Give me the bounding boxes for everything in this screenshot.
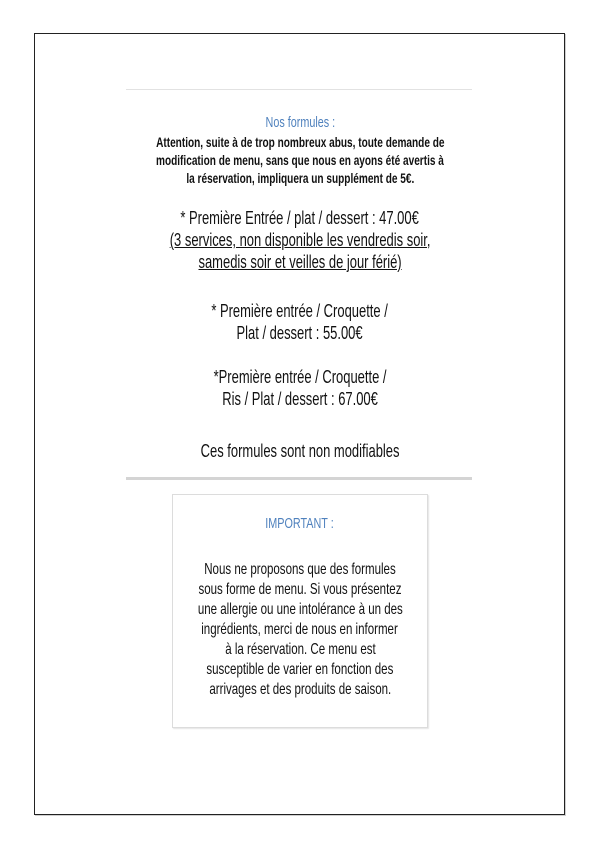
bottom-divider bbox=[126, 477, 472, 480]
formula-item-2 bbox=[0, 300, 600, 344]
formula-item-3 bbox=[0, 366, 600, 410]
top-divider bbox=[126, 89, 472, 90]
formula-line: * Première entrée / Croquette / bbox=[211, 301, 389, 321]
important-title: IMPORTANT : bbox=[265, 515, 335, 532]
important-line: ingrédients, merci de nous en informer bbox=[201, 621, 399, 638]
formules-footer bbox=[0, 440, 600, 462]
important-title-block bbox=[0, 515, 600, 533]
formula-line: * Première Entrée / plat / dessert : 47.00€ bbox=[180, 208, 420, 228]
important-line: une allergie ou une intolérance à un des bbox=[197, 601, 403, 618]
important-line: susceptible de varier en fonction des bbox=[206, 661, 394, 678]
warning-line: la réservation, impliquera un supplément de 5€. bbox=[186, 170, 414, 186]
important-line: à la réservation. Ce menu est bbox=[224, 641, 376, 658]
formula-item-1 bbox=[0, 207, 600, 273]
formula-line: Ris / Plat / dessert : 67.00€ bbox=[222, 389, 378, 409]
formules-title: Nos formules : bbox=[265, 114, 335, 131]
warning-text bbox=[0, 133, 600, 187]
formula-note: samedis soir et veilles de jour férié) bbox=[198, 252, 402, 272]
warning-line: modification de menu, sans que nous en ayons été avertis à bbox=[156, 152, 444, 168]
important-line: arrivages et des produits de saison. bbox=[209, 681, 391, 698]
important-line: sous forme de menu. Si vous présentez bbox=[198, 581, 402, 598]
formula-line: Plat / dessert : 55.00€ bbox=[236, 323, 364, 343]
formules-footer-text: Ces formules sont non modifiables bbox=[200, 441, 400, 461]
important-line: Nous ne proposons que des formules bbox=[204, 561, 396, 578]
formula-note: (3 services, non disponible les vendredis soir, bbox=[169, 230, 431, 250]
important-text bbox=[0, 560, 600, 700]
warning-line: Attention, suite à de trop nombreux abus, toute demande de bbox=[155, 134, 445, 150]
formula-line: *Première entrée / Croquette / bbox=[213, 367, 387, 387]
formules-title-block bbox=[0, 114, 600, 132]
